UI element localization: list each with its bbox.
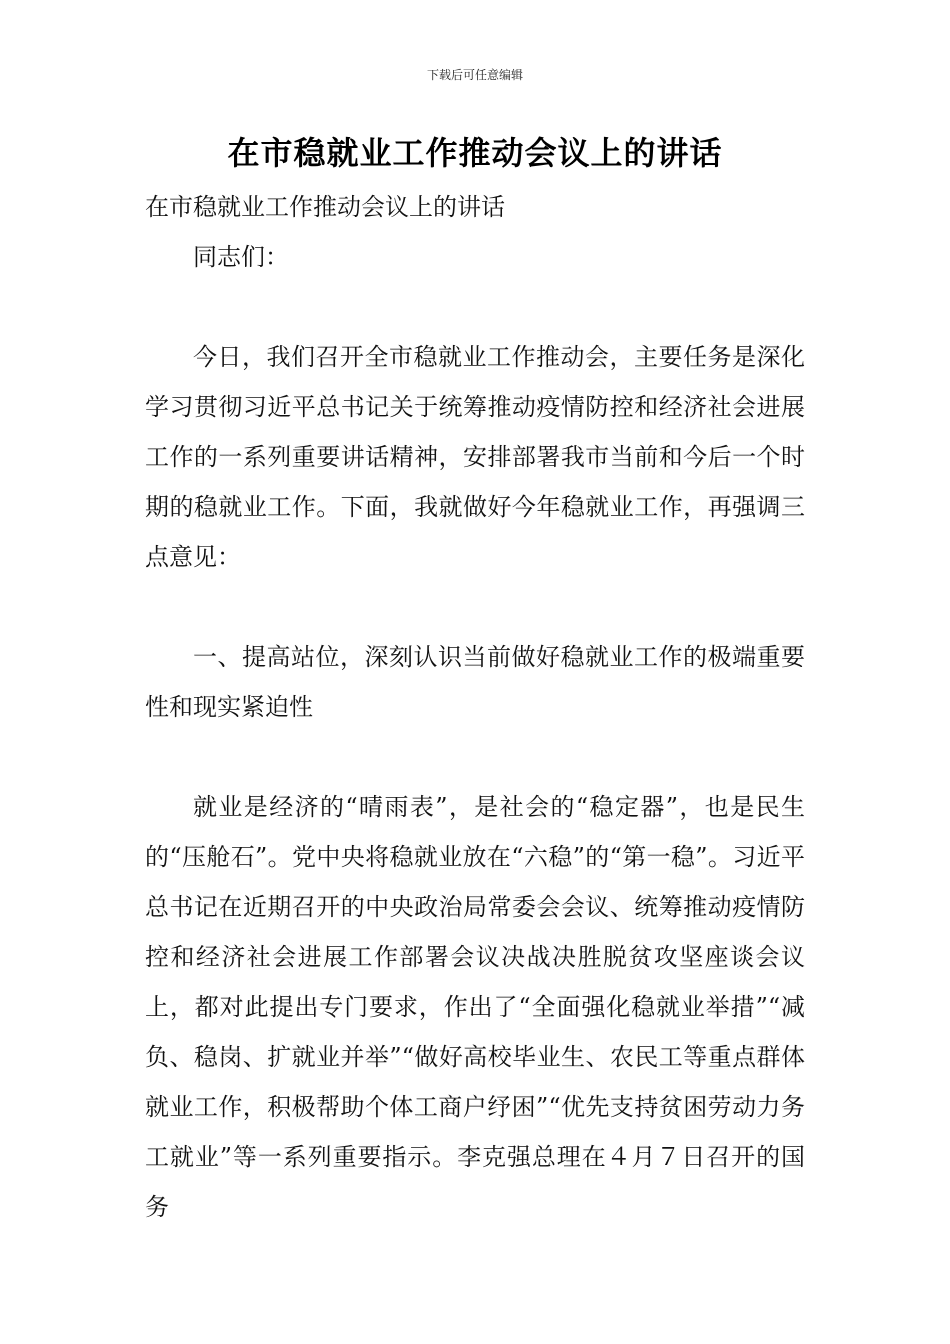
- paragraph-spacer: [145, 732, 805, 782]
- paragraph-employment: 就业是经济的“晴雨表”，是社会的“稳定器”，也是民生的“压舱石”。党中央将稳就业放在“六稳”的“第一稳”。习近平总书记在近期召开的中央政治局常委会会议、统筹推动疫情防控和经济社会进展工作部署会议决战决胜脱贫攻坚座谈会议上，都对此提出专门要求，作出了“全面强化稳就业举措”“减负、稳岗、扩就业并举”“做好高校毕业生、农民工等重点群体就业工作，积极帮助个体工商户纾困”“优先支持贫困劳动力务工就业”等一系列重要指示。李克强总理在４月７日召开的国务: [145, 793, 805, 1221]
- paragraph-intro: 今日，我们召开全市稳就业工作推动会，主要任务是深化学习贯彻习近平总书记关于统筹推动疫情防控和经济社会进展工作的一系列重要讲话精神，安排部署我市当前和今后一个时期的稳就业工作。下面，我就做好今年稳就业工作，再强调三点意见：: [145, 343, 805, 571]
- document-subtitle: 在市稳就业工作推动会议上的讲话: [145, 193, 505, 221]
- paragraph-spacer: [145, 582, 805, 632]
- paragraph-spacer: [145, 282, 805, 332]
- document-body: [145, 182, 805, 1232]
- header-note: 下载后可任意编辑: [426, 68, 523, 82]
- greeting: 同志们：: [193, 243, 289, 271]
- section-heading-1: 一、提高站位，深刻认识当前做好稳就业工作的极端重要性和现实紧迫性: [145, 643, 805, 721]
- document-title: 在市稳就业工作推动会议上的讲话: [227, 134, 723, 172]
